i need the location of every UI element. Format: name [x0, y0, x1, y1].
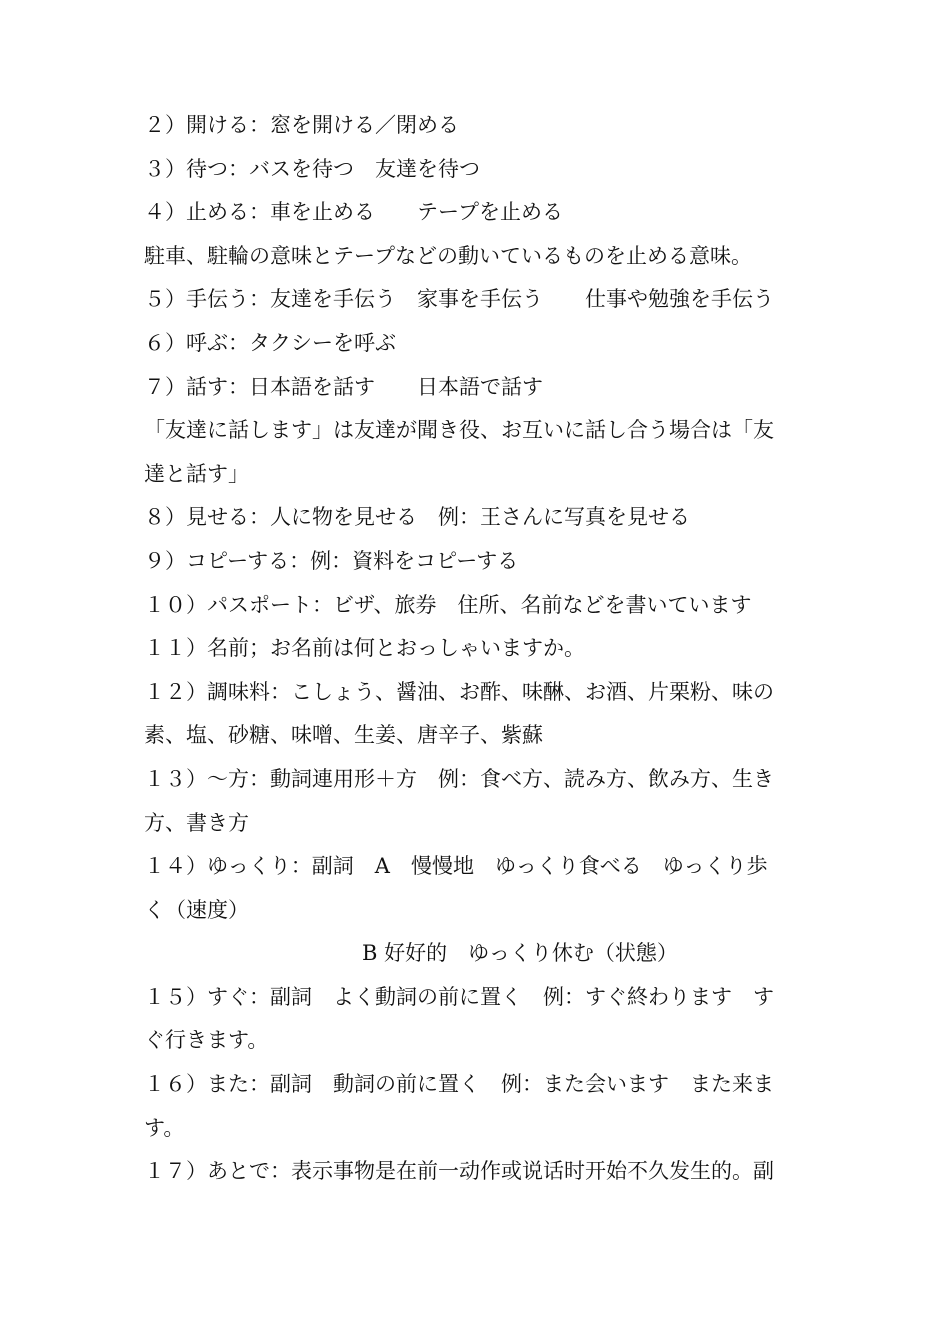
- text-line: 駐車、駐輪の意味とテープなどの動いているものを止める意味。: [144, 243, 752, 268]
- text-line: ぐ行きます。: [144, 1028, 269, 1053]
- text-line: く（速度）: [144, 897, 249, 922]
- text-line: 方、書き方: [144, 810, 249, 835]
- text-line: １６）また：副詞 動詞の前に置く 例：また会います また来ま: [144, 1072, 774, 1097]
- text-line: １７）あとで：表示事物是在前一动作或说话时开始不久发生的。副: [144, 1159, 774, 1184]
- text-line: ４）止める：車を止める テープを止める: [144, 200, 563, 225]
- text-line: １３）〜方：動詞連用形＋方 例：食べ方、読み方、飲み方、生き: [144, 766, 774, 791]
- text-line: ７）話す：日本語を話す 日本語で話す: [144, 374, 543, 399]
- text-line: １２）調味料：こしょう、醤油、お酢、味醂、お酒、片栗粉、味の: [144, 679, 774, 704]
- text-line: １５）すぐ：副詞 よく動詞の前に置く 例：すぐ終わります す: [144, 984, 774, 1009]
- text-line: 「友達に話します」は友達が聞き役、お互いに話し合う場合は「友: [144, 418, 774, 443]
- text-line: ３）待つ：バスを待つ 友達を待つ: [144, 156, 480, 181]
- text-line: ８）見せる：人に物を見せる 例：王さんに写真を見せる: [144, 505, 690, 530]
- document-page: [144, 104, 812, 1194]
- text-line: 達と話す」: [144, 461, 249, 486]
- text-line: １０）パスポート：ビザ、旅券 住所、名前などを書いています: [144, 592, 752, 617]
- text-line: ９）コピーする：例：資料をコピーする: [144, 548, 519, 573]
- text-line: ２）開ける：窓を開ける／閉める: [144, 113, 459, 137]
- text-line-indented: B 好好的 ゆっくり休む（状態）: [362, 941, 678, 966]
- text-line: ５）手伝う：友達を手伝う 家事を手伝う 仕事や勉強を手伝う: [144, 287, 774, 312]
- text-line: す。: [144, 1115, 185, 1140]
- text-line: 素、塩、砂糖、味噌、生姜、唐辛子、紫蘇: [144, 723, 543, 748]
- text-line: １１）名前；お名前は何とおっしゃいますか。: [144, 636, 585, 661]
- text-line: ６）呼ぶ：タクシーを呼ぶ: [144, 330, 396, 355]
- text-line: １４）ゆっくり：副詞 A 慢慢地 ゆっくり食べる ゆっくり歩: [144, 854, 768, 879]
